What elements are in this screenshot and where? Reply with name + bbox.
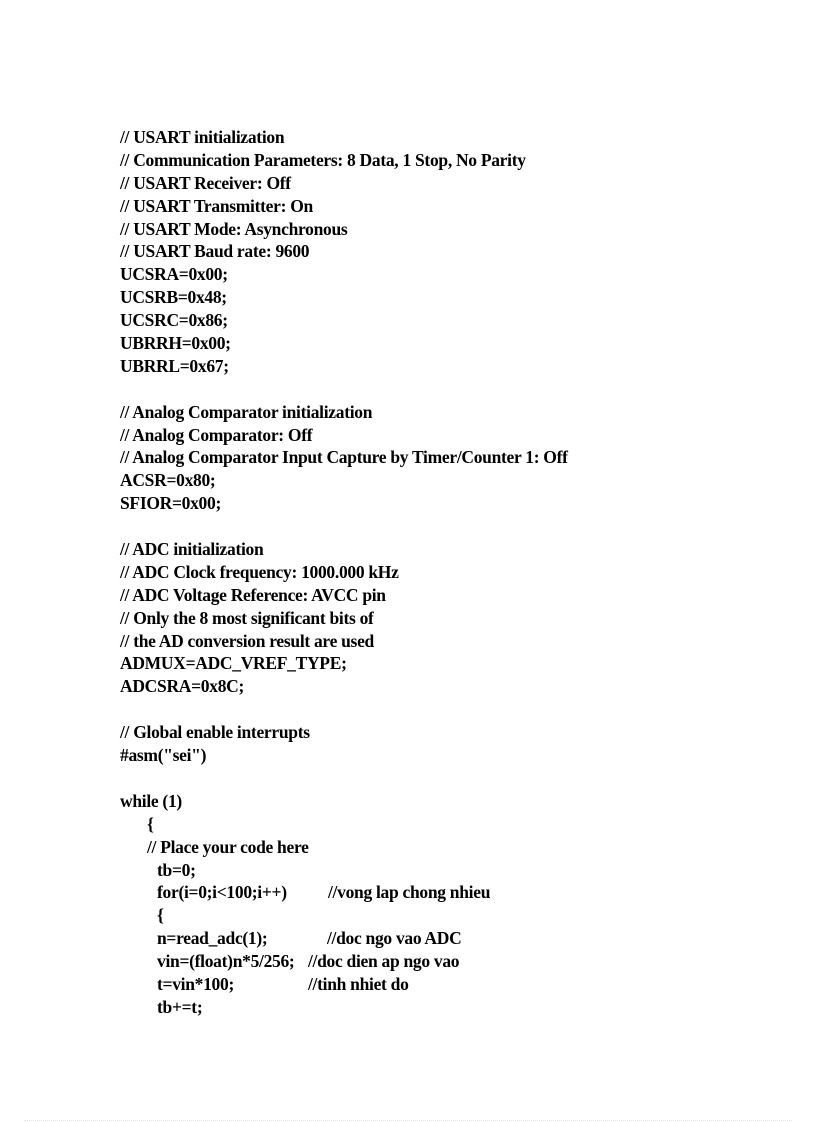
code-listing (120, 126, 776, 1019)
vin-line (120, 950, 776, 973)
ucsrb-statement: UCSRB=0x48; (120, 287, 227, 308)
ubrrl-statement: UBRRL=0x67; (120, 355, 229, 376)
read-adc-statement: n=read_adc(1); (157, 928, 268, 949)
usart-comment-init: // USART initialization (120, 127, 285, 147)
read-adc-comment: //doc ngo vao ADC (327, 928, 462, 949)
blank-line (120, 378, 776, 401)
interrupts-comment: // Global enable interrupts (120, 722, 310, 743)
usart-comment-transmitter: // USART Transmitter: On (120, 195, 313, 216)
adc-comment-result: // the AD conversion result are used (120, 630, 374, 651)
place-code-comment: // Place your code here (147, 836, 309, 857)
temperature-statement: t=vin*100; (157, 973, 234, 994)
while-statement: while (1) (120, 790, 182, 811)
comparator-comment-state: // Analog Comparator: Off (120, 424, 313, 445)
blank-line (120, 767, 776, 790)
tb-accumulate-statement: tb+=t; (157, 996, 203, 1017)
asm-sei-statement: #asm("sei") (120, 745, 207, 766)
page-bottom-rule (24, 1120, 792, 1121)
for-open-brace: { (157, 905, 164, 926)
usart-comment-params: // Communication Parameters: 8 Data, 1 Stop, No Parity (120, 149, 526, 170)
sfior-statement: SFIOR=0x00; (120, 493, 221, 514)
vin-statement: vin=(float)n*5/256; (157, 951, 295, 972)
while-open-brace: { (147, 813, 154, 834)
usart-comment-mode: // USART Mode: Asynchronous (120, 218, 348, 239)
admux-statement: ADMUX=ADC_VREF_TYPE; (120, 653, 347, 674)
for-loop-line (120, 881, 776, 904)
blank-line (120, 515, 776, 538)
acsr-statement: ACSR=0x80; (120, 470, 216, 491)
adcsra-statement: ADCSRA=0x8C; (120, 676, 245, 697)
blank-line (120, 698, 776, 721)
temperature-comment: //tinh nhiet do (308, 973, 409, 994)
for-comment: //vong lap chong nhieu (328, 882, 491, 903)
comparator-comment-capture: // Analog Comparator Input Capture by Timer/Counter 1: Off (120, 447, 568, 468)
usart-comment-baud: // USART Baud rate: 9600 (120, 241, 310, 262)
vin-comment: //doc dien ap ngo vao (308, 951, 460, 972)
usart-comment-receiver: // USART Receiver: Off (120, 172, 291, 193)
ucsra-statement: UCSRA=0x00; (120, 264, 228, 285)
adc-comment-bits: // Only the 8 most significant bits of (120, 607, 374, 628)
adc-comment-clock: // ADC Clock frequency: 1000.000 kHz (120, 561, 399, 582)
tb-init-statement: tb=0; (157, 859, 196, 880)
comparator-comment-init: // Analog Comparator initialization (120, 401, 373, 422)
for-statement: for(i=0;i<100;i++) (157, 882, 287, 903)
temperature-line (120, 973, 776, 996)
read-adc-line (120, 927, 776, 950)
ucsrc-statement: UCSRC=0x86; (120, 310, 228, 331)
adc-comment-init: // ADC initialization (120, 539, 264, 560)
ubrrh-statement: UBRRH=0x00; (120, 333, 231, 354)
adc-comment-reference: // ADC Voltage Reference: AVCC pin (120, 584, 386, 605)
